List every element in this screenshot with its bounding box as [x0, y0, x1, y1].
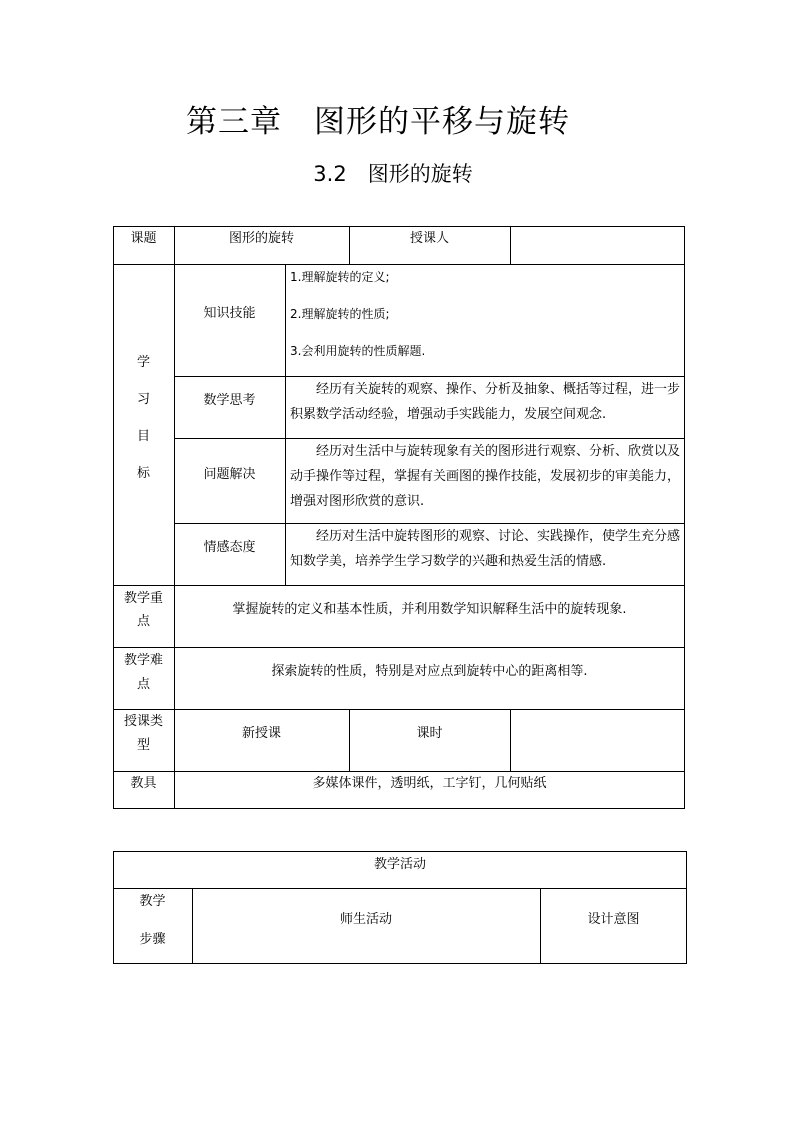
goals-label-char: 学	[136, 355, 150, 370]
topic-label: 课题	[130, 231, 157, 246]
tools-label: 教具	[130, 776, 157, 791]
goals-label-char: 习	[136, 392, 150, 407]
row-divider	[113, 771, 685, 772]
problem-solving-text: 经历对生活中与旋转现象有关的图形进行观察、分析、欣赏以及动手操作等过程，掌握有关画图的操作技能，发展初步的审美能力，增强对图形欣赏的意识.	[290, 444, 681, 509]
row-divider	[113, 585, 685, 586]
problem-solving-label: 问题解决	[203, 467, 256, 482]
row-divider	[113, 709, 685, 710]
column-divider	[285, 264, 286, 585]
attitude-text: 经历对生活中旋转图形的观察、讨论、实践操作，使学生充分感知数学美，培养学生学习数学的兴趣和热爱生活的情感.	[290, 529, 681, 569]
lesson-type-value: 新授课	[241, 726, 281, 741]
lesson-type-label: 型	[136, 738, 150, 753]
row-divider	[113, 264, 685, 265]
goals-label-char: 标	[136, 466, 150, 481]
column-divider	[510, 709, 511, 771]
key-point-text: 掌握旋转的定义和基本性质，并利用数学知识解释生活中的旋转现象.	[232, 602, 627, 617]
difficulty-label: 教学难	[123, 653, 163, 668]
goals-label-char: 目	[136, 429, 150, 444]
lesson-type-label: 授课类	[123, 714, 163, 729]
knowledge-item: 1.理解旋转的定义;	[290, 270, 390, 284]
math-thinking-text: 经历有关旋转的观察、操作、分析及抽象、概括等过程，进一步积累数学活动经验，增强动手实践能力，发展空间观念.	[290, 382, 681, 422]
step-label: 教学	[139, 894, 166, 909]
row-divider	[113, 888, 687, 889]
activity-column-header: 师生活动	[339, 912, 392, 927]
difficulty-label: 点	[136, 677, 150, 692]
key-point-label: 教学重	[123, 591, 163, 606]
knowledge-item: 2.理解旋转的性质;	[290, 307, 390, 321]
section-title: 3.2 图形的旋转	[313, 162, 473, 186]
teacher-label: 授课人	[409, 231, 449, 246]
intent-column-header: 设计意图	[587, 912, 640, 927]
math-thinking-label: 数学思考	[203, 393, 256, 408]
activity-header: 教学活动	[373, 857, 426, 872]
row-divider	[113, 647, 685, 648]
knowledge-item: 3.会利用旋转的性质解题.	[290, 344, 426, 358]
knowledge-label: 知识技能	[203, 306, 256, 321]
step-label: 步骤	[139, 932, 166, 947]
lesson-hours-label: 课时	[416, 726, 443, 741]
attitude-label: 情感态度	[203, 540, 256, 555]
column-divider	[510, 226, 511, 264]
chapter-title: 第三章 图形的平移与旋转	[186, 104, 570, 140]
difficulty-text: 探索旋转的性质，特别是对应点到旋转中心的距离相等.	[271, 664, 588, 679]
topic-value: 图形的旋转	[228, 231, 294, 246]
tools-value: 多媒体课件，透明纸，工字钉，几何贴纸	[312, 776, 547, 791]
key-point-label: 点	[136, 614, 150, 629]
